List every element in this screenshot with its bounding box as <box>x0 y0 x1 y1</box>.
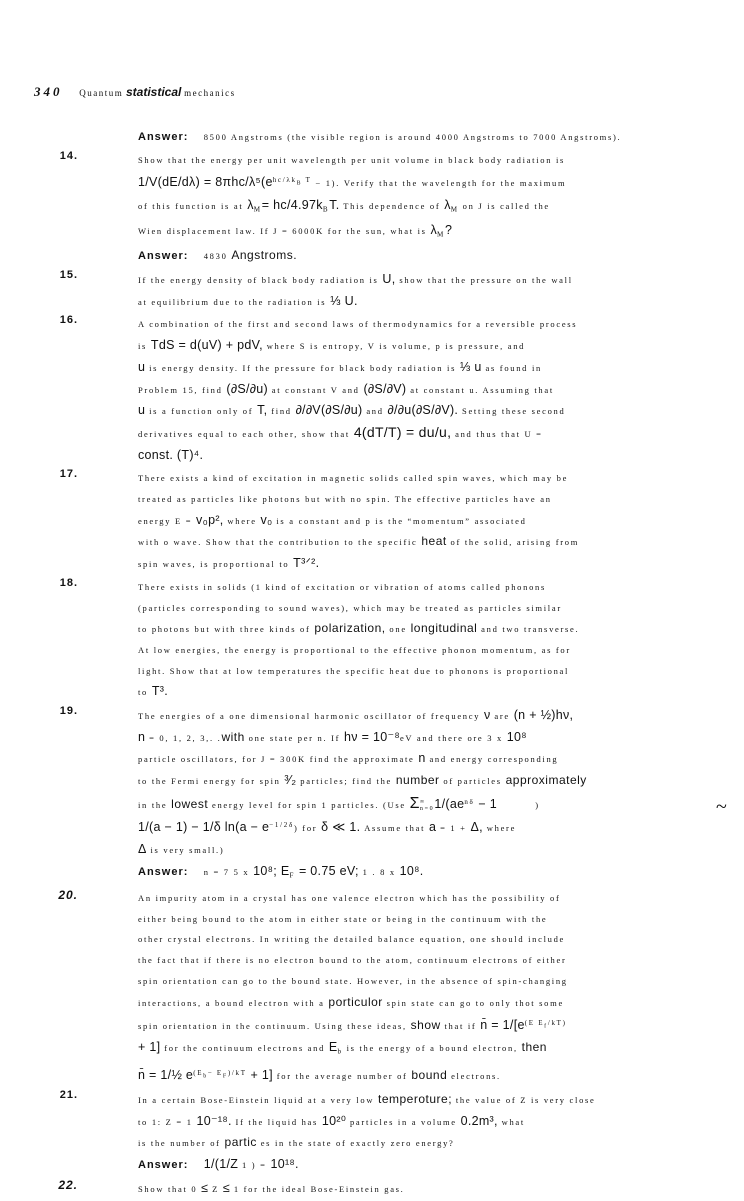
problem-number: 22. <box>58 1177 78 1192</box>
math: a <box>429 820 437 835</box>
problem-text: is <box>138 341 148 352</box>
math-exp: −1/2δ <box>269 821 294 830</box>
answer-label: Answer: <box>138 131 189 143</box>
problem-text: of this function is at <box>138 200 244 211</box>
problem-text: at constant V and <box>271 384 360 395</box>
math: TdS = d(uV) + pdV, <box>150 338 263 353</box>
page-number: 340 <box>34 84 63 99</box>
problem-text: at equilibrium due to the radiation is <box>138 296 327 307</box>
math: ν <box>484 708 491 723</box>
math: E <box>280 863 290 878</box>
math: then <box>521 1040 547 1055</box>
problem-text: is a constant and p is the “momentum” associated <box>276 515 527 526</box>
math: (n + ½)hν, <box>513 708 574 723</box>
answer-text: n = 7 5 x <box>203 866 250 877</box>
problem-text: either being bound to the atom in either state or being in the continuum with the <box>138 913 548 924</box>
problem-text: electrons. <box>451 1070 501 1081</box>
math: 10⁻¹⁸. <box>196 1113 232 1128</box>
answer-text: Angstroms. <box>231 248 298 263</box>
math: ⅓ U. <box>330 293 358 308</box>
problem-text: find <box>271 406 292 417</box>
problem-text: = 1 + <box>440 823 467 834</box>
math-sub: B <box>296 180 303 187</box>
math: λ <box>247 197 254 212</box>
problem-text: spin waves, is proportional to <box>138 559 290 570</box>
math-sub: n=0 <box>419 805 435 812</box>
math: bound <box>411 1067 448 1082</box>
math: 10⁸. <box>399 863 424 878</box>
problem-text: The energies of a one dimensional harmonic oscillator of frequency <box>138 711 481 722</box>
problem-number: 21. <box>59 1088 78 1101</box>
math-exp: − E <box>207 1068 223 1077</box>
problem-text: and energy corresponding <box>429 754 559 765</box>
problem-text: as found in <box>485 362 542 373</box>
math: E <box>328 1040 338 1055</box>
problem-text: what <box>501 1116 525 1127</box>
math-sup: ∞ <box>419 798 426 805</box>
math-sub: b <box>203 1073 208 1080</box>
problem-19 <box>59 705 696 886</box>
math: (∂S/∂V) <box>363 381 407 396</box>
math: T³ᐟ². <box>293 556 320 571</box>
math: ≤ <box>201 1180 209 1195</box>
problem-text: on <box>462 200 475 211</box>
problem-21 <box>59 1088 696 1176</box>
problem-text: is energy density. If the pressure for black body radiation is <box>149 362 457 373</box>
problem-text: Assume that <box>364 823 426 834</box>
problem-text: energy level for spin 1 particles. (Use <box>212 799 406 810</box>
problem-text: interactions, a bound electron with a <box>138 997 325 1008</box>
math: number <box>395 773 440 788</box>
problem-text: light. Show that at low temperatures the specific heat due to phonons is proportional <box>138 665 570 676</box>
problem-text: in the <box>138 799 168 810</box>
problem-text: where <box>486 823 517 834</box>
problem-text: This dependence of <box>343 200 441 211</box>
problem-20 <box>58 888 696 1087</box>
math: show <box>410 1018 441 1033</box>
problem-text: particle oscillators, for J = 300K find the approximate <box>138 754 415 765</box>
math: v₀ <box>260 512 273 527</box>
problem-18 <box>59 576 696 703</box>
problem-text: are <box>494 711 510 722</box>
answer-text: 1 ) = <box>242 1159 267 1170</box>
math: 1/V(dE/dλ) = 8πhc/λ⁵(e <box>138 175 273 190</box>
math: const. (T)⁴. <box>138 447 204 462</box>
running-title-b: statistical <box>126 85 182 99</box>
math: n <box>418 751 426 766</box>
problem-text: energy E = <box>138 515 193 526</box>
math: 1/(1/Z <box>203 1156 239 1171</box>
problem-text: Setting these second <box>462 406 566 417</box>
answer-text: 1 . 8 x <box>362 866 396 877</box>
problem-text: − 1). Verify that the wavelength for the maximum <box>315 178 567 189</box>
problem-text: 1 for the ideal Bose-Einstein gas. <box>233 1183 405 1194</box>
problem-text: at constant u. Assuming that <box>410 384 554 395</box>
problem-text: one <box>389 624 407 635</box>
problem-16 <box>59 314 696 466</box>
problem-text: is very small.) <box>150 844 225 855</box>
problem-text: the value of Z is very close <box>455 1094 596 1105</box>
problem-number: 20. <box>58 888 78 903</box>
math-sub: M <box>253 205 262 214</box>
math-exp: (E <box>193 1068 204 1077</box>
problem-text: An impurity atom in a crystal has one valence electron which has the possibility of <box>138 893 561 904</box>
problem-text: with o wave. Show that the contribution to the specific <box>138 537 418 548</box>
problem-text: where <box>227 515 257 526</box>
problem-text: There exists a kind of excitation in magnetic solids called spin waves, which may be <box>138 473 569 484</box>
problem-text: and <box>366 406 384 417</box>
math: T. <box>329 197 340 212</box>
math: δ ≪ 1. <box>321 820 361 835</box>
problem-text: to 1: Z = 1 <box>138 1116 193 1127</box>
math: n <box>138 729 146 744</box>
problem-text: If the energy density of black body radiation is <box>138 274 379 285</box>
problem-text: There exists in solids (1 kind of excitation or vibration of atoms called phonons <box>138 581 546 592</box>
math: ? <box>445 222 453 237</box>
math-sub: F <box>222 1073 228 1080</box>
math: 1/(ae <box>434 796 465 811</box>
math: n̄ = 1/ <box>138 1067 172 1082</box>
problem-15 <box>59 268 696 312</box>
problem-text: and two transverse. <box>481 624 580 635</box>
math: Σ <box>409 794 420 812</box>
problem-text: At low energies, the energy is proportional to the effective phonon momentum, as for <box>138 644 571 655</box>
math: u <box>138 403 146 418</box>
problem-text: treated as particles like photons but with no spin. The effective particles have an <box>138 494 552 505</box>
problem-text: (particles corresponding to sound waves), which may be treated as particles similar <box>138 602 562 613</box>
math: = 0.75 eV; <box>298 863 359 878</box>
problem-text: If the liquid has <box>235 1116 319 1127</box>
problem-number: 17. <box>59 468 78 481</box>
problem-text: and thus that U = <box>455 428 543 439</box>
problem-text: is a function only of <box>149 406 254 417</box>
problem-text: Show that the energy per unit wavelength per unit volume in black body radiation is <box>138 154 566 165</box>
math: lowest <box>171 796 209 811</box>
problem-text: of the solid, arising from <box>450 537 580 548</box>
problem-text: is the energy of a bound electron, <box>346 1043 518 1054</box>
math: n̄ = 1/[e <box>480 1018 525 1033</box>
problem-text: particles in a volume <box>349 1116 457 1127</box>
math-exp: (E E <box>524 1019 545 1028</box>
math: heat <box>421 534 447 549</box>
problem-text: other crystal electrons. In writing the detailed balance equation, one should include <box>138 934 566 945</box>
problem-text: Z <box>212 1183 220 1194</box>
problem-text: derivatives equal to each other, show that <box>138 428 350 439</box>
math-exp: /kT) <box>547 1019 567 1028</box>
problem-number: 18. <box>59 576 78 589</box>
answer-label: Answer: <box>138 1158 189 1171</box>
problem-22 <box>58 1177 696 1200</box>
math: ⅓ u <box>459 359 482 374</box>
math-sub: F <box>289 871 296 880</box>
problem-text: Wien displacement law. If J = 6000K for the sun, what is <box>138 225 427 236</box>
math: λ <box>444 197 451 212</box>
problem-text: for the continuum electrons and <box>164 1043 326 1054</box>
problem-text: to <box>138 687 149 698</box>
math: T, <box>257 403 268 418</box>
math: 10⁸; <box>253 863 277 878</box>
margin-mark: ~ <box>716 796 727 818</box>
problem-text: A combination of the first and second laws of thermodynamics for a reversible process <box>138 319 578 330</box>
math-exp: T <box>305 176 312 185</box>
problem-text: es in the state of exactly zero energy? <box>260 1138 455 1149</box>
math: 1/(a − 1) − 1/δ ln(a − e <box>138 820 270 835</box>
math: longitudinal <box>410 621 478 636</box>
math-sub: f <box>544 1023 548 1030</box>
math-sub: B <box>322 205 330 214</box>
math: = hc/4.97k <box>261 197 323 212</box>
running-title-a: Quantum <box>79 88 124 98</box>
math-sub: b <box>337 1048 343 1057</box>
problem-text: show that the pressure on the wall <box>399 274 573 285</box>
problem-text: of particles <box>443 776 502 787</box>
problem-text: that if <box>444 1021 477 1032</box>
problem-number: 15. <box>59 268 78 281</box>
math: λ <box>430 222 438 237</box>
page-content <box>58 127 696 1201</box>
math: (∂S/∂u) <box>226 381 268 396</box>
problem-text: the fact that if there is no electron bound to the atom, continuum electrons of either <box>138 955 567 966</box>
problem-text: eV and there ore 3 x <box>399 732 503 743</box>
problem-number: 14. <box>59 149 78 162</box>
math-sub: M <box>450 205 459 214</box>
math: v₀p², <box>196 512 224 527</box>
math: + 1] <box>250 1067 273 1082</box>
math: + 1] <box>138 1040 161 1055</box>
math: T³. <box>151 684 169 699</box>
problem-13-answer <box>98 127 696 148</box>
problem-text: spin orientation can go to the bound state. However, in the absence of spin-changing <box>138 975 568 986</box>
problem-text: spin orientation in the continuum. Using these ideas, <box>138 1021 407 1032</box>
math: ∂/∂u(∂S/∂V). <box>387 403 459 418</box>
problem-text: ) for <box>293 823 318 834</box>
math: porticulor <box>328 994 383 1009</box>
math: ≤ <box>222 1180 231 1195</box>
math-exp: )/kT <box>227 1068 247 1077</box>
math: 10²⁰ <box>321 1113 347 1128</box>
math: 0.2m³, <box>460 1113 498 1128</box>
problem-text: to the Fermi energy for spin <box>138 776 281 787</box>
math-sub: M <box>437 230 446 239</box>
answer-label: Answer: <box>138 250 189 263</box>
math: ∂/∂V(∂S/∂u) <box>295 403 363 418</box>
problem-17 <box>59 468 696 575</box>
answer-text: 4830 <box>203 251 228 262</box>
math-exp: nδ <box>464 797 475 806</box>
problem-text: where S is entropy, V is volume, p is pressure, and <box>266 341 526 352</box>
problem-text: for the average number of <box>276 1070 408 1081</box>
problem-text: = 0, 1, 2, 3,. . <box>149 732 222 743</box>
problem-14 <box>59 149 696 267</box>
math: 4(dT/T) = du/u, <box>353 423 452 440</box>
running-title-c: mechanics <box>184 88 236 98</box>
math: approximately <box>505 773 587 788</box>
math: polarization, <box>314 621 386 636</box>
page-header <box>34 84 236 100</box>
math: ³⁄₂ <box>284 773 297 788</box>
math: 10¹⁸. <box>270 1156 299 1171</box>
problem-text: In a certain Bose-Einstein liquid at a very low <box>138 1094 375 1105</box>
problem-number: 19. <box>59 705 78 718</box>
math: ½ e <box>171 1067 194 1082</box>
math: with <box>221 729 245 744</box>
problem-text: J is called the <box>478 200 550 211</box>
problem-text: spin state can go to only thot some <box>386 997 564 1008</box>
math-exp: hc/λk <box>272 176 297 185</box>
problem-text: one state per n. If <box>248 732 341 743</box>
math: hν = 10⁻⁸ <box>344 729 400 744</box>
problem-text: is the number of <box>138 1138 221 1149</box>
math: temperoture; <box>378 1091 453 1106</box>
math: u <box>138 359 146 374</box>
math: − 1 <box>478 796 498 811</box>
problem-text: Problem 15, find <box>138 384 223 395</box>
math: Δ, <box>470 820 483 835</box>
answer-label: Answer: <box>138 865 189 878</box>
math: U, <box>382 271 396 286</box>
problem-number: 16. <box>59 314 78 327</box>
problem-text: Show that 0 <box>138 1183 198 1194</box>
problem-text: ) <box>535 799 540 810</box>
math: 10⁸ <box>506 729 527 744</box>
problem-text: particles; find the <box>300 776 393 787</box>
problem-text: to photons but with three kinds of <box>138 624 311 635</box>
answer-text: 8500 Angstroms (the visible region is around 4000 Angstroms to 7000 Angstroms). <box>203 132 622 142</box>
math: Δ <box>138 841 147 856</box>
math: partic <box>224 1135 257 1150</box>
